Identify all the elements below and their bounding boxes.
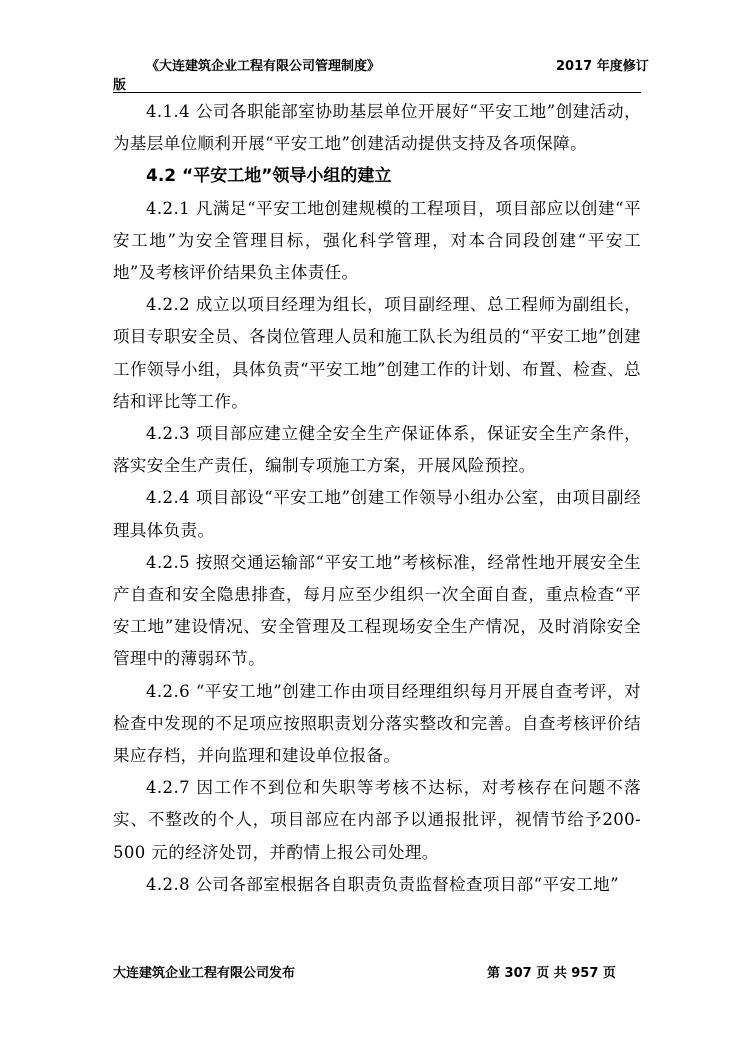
- section-heading-4-2: 4.2 “平安工地”领导小组的建立: [146, 166, 392, 187]
- footer-publisher: 大连建筑企业工程有限公司发布: [113, 966, 296, 981]
- header-revision-label-continued: 版: [113, 78, 127, 93]
- header-revision-label: 2017 年度修订: [556, 59, 649, 74]
- header-document-title: 《大连建筑企业工程有限公司管理制度》: [146, 59, 381, 74]
- document-body: [113, 96, 641, 901]
- paragraph-4-2-4: 4.2.4 项目部设“平安工地”创建工作领导小组办公室，由项目副经理具体负责。: [113, 488, 641, 540]
- paragraph-4-2-8: 4.2.8 公司各部室根据各自职责负责监督检查项目部“平安工地”: [146, 874, 619, 894]
- paragraph-4-2-5: 4.2.5 按照交通运输部“平安工地”考核标准，经常性地开展安全生产自查和安全隐患排查，每月应至少组织一次全面自查，重点检查“平安工地”建设情况、安全管理及工程现场安全生产情况，及时消除安全管理中的薄弱环节。: [113, 552, 641, 669]
- header-divider: [113, 92, 641, 93]
- paragraph-4-2-3: 4.2.3 项目部应建立健全安全生产保证体系，保证安全生产条件，落实安全生产责任，编制专项施工方案，开展风险预控。: [113, 424, 641, 476]
- paragraph-4-2-2: 4.2.2 成立以项目经理为组长，项目副经理、总工程师为副组长，项目专职安全员、各岗位管理人员和施工队长为组员的“平安工地”创建工作领导小组，具体负责“平安工地”创建工作的计划、布置、检查、总结和评比等工作。: [113, 295, 641, 411]
- paragraph-4-2-6: 4.2.6 “平安工地”创建工作由项目经理组织每月开展自查考评，对检查中发现的不足项应按照职责划分落实整改和完善。自查考核评价结果应存档，并向监理和建设单位报备。: [113, 681, 641, 766]
- paragraph-4-2-7: 4.2.7 因工作不到位和失职等考核不达标，对考核存在问题不落实、不整改的个人，项目部应在内部予以通报批评，视情节给予200-500 元的经济处罚，并酌情上报公司处理。: [113, 778, 641, 862]
- paragraph-4-2-1: 4.2.1 凡满足“平安工地创建规模的工程项目，项目部应以创建“平安工地”为安全管理目标，强化科学管理，对本合同段创建“平安工地”及考核评价结果负主体责任。: [113, 198, 641, 283]
- footer-page-number: 第 307 页 共 957 页: [487, 966, 616, 981]
- paragraph-4-1-4: 4.1.4 公司各职能部室协助基层单位开展好“平安工地”创建活动，为基层单位顺利开展“平安工地”创建活动提供支持及各项保障。: [113, 102, 641, 154]
